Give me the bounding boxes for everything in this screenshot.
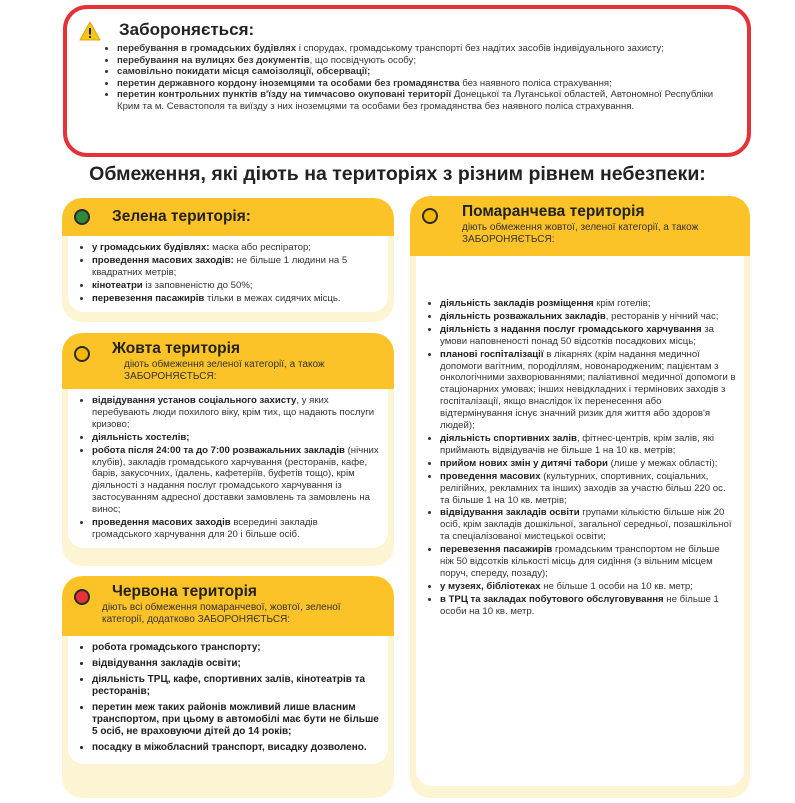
- list-item: • планові госпіталізації в лікарнях (крім надання медичної допомоги вагітним, породіллям, новонародженим; пацієнтам з онкологічними захворюваннями; паліативної медичної допомоги в стаціонарних умовах; інших невідкладних і термінових заходів з госпіталізації, якщо внаслідок їх перенесення або відтермінування існує значний ризик для життя або здоров'я людей);: [440, 349, 736, 432]
- list-item: • перевезення пасажирів тільки в межах сидячих місць.: [92, 293, 380, 305]
- green-zone-body: [68, 236, 388, 312]
- list-item: • діяльність з надання послуг громадського харчування за умови наповненості понад 50 відсотків посадкових місць;: [440, 324, 736, 348]
- green-zone-header: [62, 198, 394, 236]
- red-zone-card: [62, 576, 394, 798]
- list-item: • діяльність спортивних залів, фітнес-центрів, крім залів, які приймають відвідувачів не більше 1 на 10 кв. метрів;: [440, 433, 736, 457]
- list-item: • проведення масових заходів всередині закладів громадського харчування для 20 і більше осіб.: [92, 517, 380, 541]
- list-item: • у громадських будівлях: маска або респіратор;: [92, 242, 380, 254]
- list-item: • робота після 24:00 та до 7:00 розважальних закладів (нічних клубів), закладів громадського харчування (ресторанів, кафе, барів, закусочних, їдалень, кафетеріїв, буфетів тощо), крім діяльності з надання послуг громадського харчування із застосуванням адресної доставки замовлень та замовлень на винос;: [92, 445, 380, 516]
- orange-dot-icon: [422, 208, 438, 224]
- orange-zone-header: [410, 196, 750, 256]
- yellow-zone-header: [62, 333, 394, 389]
- list-item: • перебування в громадських будівлях і спорудах, громадському транспорті без надітих засобів індивідуального захисту;: [117, 43, 731, 55]
- list-item: • діяльність ТРЦ, кафе, спортивних залів, кінотеатрів та ресторанів;: [92, 674, 380, 698]
- list-item: • діяльність розважальних закладів, ресторанів у нічний час;: [440, 311, 736, 323]
- list-item: • кінотеатри із заповненістю до 50%;: [92, 280, 380, 292]
- page-title: Обмеження, які діють на територіях з різним рівнем небезпеки:: [89, 163, 706, 185]
- yellow-zone-card: [62, 333, 394, 566]
- prohibited-list: [105, 43, 731, 113]
- orange-zone-subtitle: діють обмеження жовтої, зеленої категорії, а також ЗАБОРОНЯЄТЬСЯ:: [462, 222, 699, 245]
- list-item: • посадку в міжобласний транспорт, висадку дозволено.: [92, 742, 380, 754]
- list-item: • самовільно покидати місця самоізоляції, обсервації;: [117, 66, 731, 78]
- list-item: • перетин державного кордону іноземцями та особами без громадянства без наявного поліса страхування;: [117, 78, 731, 90]
- red-dot-icon: [74, 589, 90, 605]
- prohibited-title: Забороняється:: [119, 20, 255, 39]
- yellow-zone-body: [68, 389, 388, 548]
- list-item: • відвідування закладів освіти;: [92, 658, 380, 670]
- list-item: • перебування на вулицях без документів, що посвідчують особу;: [117, 55, 731, 67]
- list-item: • у музеях, бібліотеках не більше 1 особи на 10 кв. метр;: [440, 581, 736, 593]
- list-item: • відвідування установ соціального захисту, у яких перебувають люди похилого віку, крім тих, що надають послуги кризово;: [92, 395, 380, 431]
- list-item: • прийом нових змін у дитячі табори (лише у межах області);: [440, 458, 736, 470]
- warning-icon: [79, 21, 99, 41]
- red-zone-body: [68, 636, 388, 764]
- yellow-zone-title: Жовта територія: [112, 340, 240, 357]
- yellow-zone-subtitle: діють обмеження зеленої категорії, а також ЗАБОРОНЯЄТЬСЯ:: [124, 359, 325, 382]
- list-item: • проведення масових (культурних, спортивних, соціальних, релігійних, рекламних та інших) заходів за участю більш 220 ос. та більше 1 на 10 кв. метрів;: [440, 471, 736, 507]
- orange-zone-body: [416, 256, 744, 786]
- orange-zone-card: [410, 196, 750, 798]
- list-item: • діяльність хостелів;: [92, 432, 380, 444]
- list-item: • робота громадського транспорту;: [92, 642, 380, 654]
- list-item: • перетин меж таких районів можливий лише власним транспортом, при цьому в автомобілі має бути не більше 5 осіб, не враховуючи дітей до 14 років;: [92, 702, 380, 738]
- list-item: • відвідування закладів освіти групами кількістю більше ніж 20 осіб, крім закладів дошкільної, загальної середньої, позашкільної та спеціалізованої мистецької освіти;: [440, 507, 736, 543]
- list-item: • проведення масових заходів: не більше 1 людини на 5 квадратних метрів;: [92, 255, 380, 279]
- red-zone-header: [62, 576, 394, 636]
- green-dot-icon: [74, 209, 90, 225]
- prohibited-box: [63, 5, 751, 157]
- red-zone-subtitle: діють всі обмеження помаранчевої, жовтої, зеленої категорії, додатково ЗАБОРОНЯЄТЬСЯ:: [102, 602, 341, 625]
- list-item: • перетин контрольних пунктів в'їзду на тимчасово окуповані території Донецької та Луганської областей, Автономної Республіки Крим та м. Севастополя та виїзду з них іноземцями та особами без громадянства без наявного поліса страхування.: [117, 89, 731, 112]
- orange-zone-title: Помаранчева територія: [462, 203, 645, 220]
- list-item: • в ТРЦ та закладах побутового обслуговування не більше 1 особи на 10 кв. метр.: [440, 594, 736, 618]
- yellow-dot-icon: [74, 346, 90, 362]
- green-zone-card: [62, 198, 394, 322]
- list-item: • перевезення пасажирів громадським транспортом не більше ніж 50 відсотків кількості місць для сидіння (з вільним місцем поруч, спереду, позаду);: [440, 544, 736, 580]
- red-zone-title: Червона територія: [112, 583, 257, 600]
- green-zone-title: Зелена територія:: [112, 208, 251, 225]
- list-item: • діяльність закладів розміщення крім готелів;: [440, 298, 736, 310]
